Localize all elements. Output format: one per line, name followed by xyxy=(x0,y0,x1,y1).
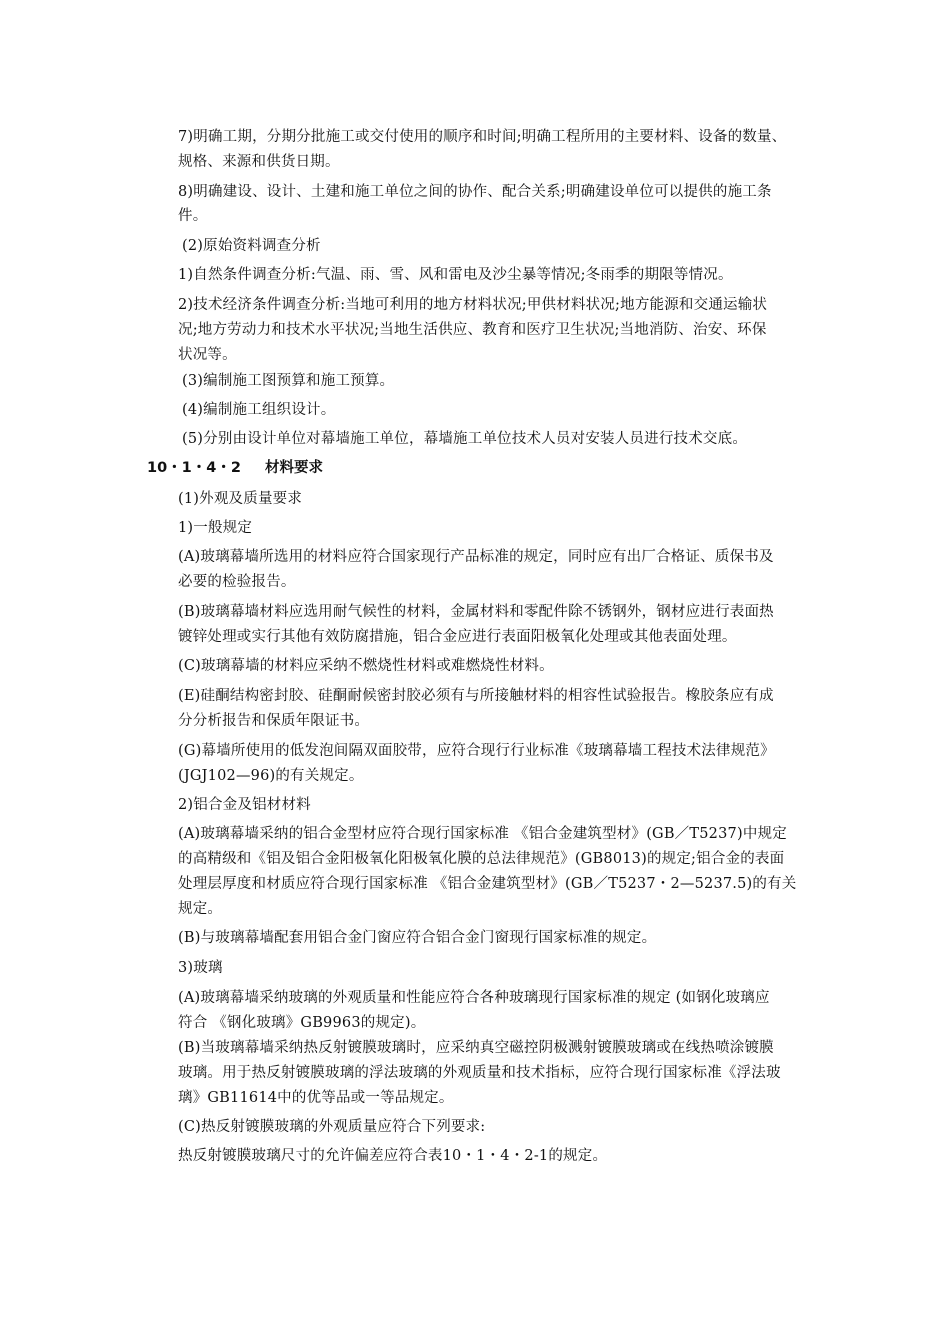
text-line: 2)技术经济条件调查分析:当地可利用的地方材料状况;甲供材料状况;地方能源和交通运输状 xyxy=(178,297,768,313)
text-line: 1)一般规定 xyxy=(178,520,253,536)
text-line: 璃》GB11614中的优等品或一等品规定。 xyxy=(178,1090,454,1106)
text-line: (B)与玻璃幕墙配套用铝合金门窗应符合铝合金门窗现行国家标准的规定。 xyxy=(178,930,657,946)
text-line: 8)明确建设、设计、土建和施工单位之间的协作、配合关系;明确建设单位可以提供的施工条 xyxy=(178,184,772,200)
section-heading xyxy=(147,458,323,478)
text-line: 规定。 xyxy=(178,901,223,917)
text-line: (C)热反射镀膜玻璃的外观质量应符合下列要求: xyxy=(178,1119,486,1135)
text-line: 必要的检验报告。 xyxy=(178,574,296,590)
text-line: (B)当玻璃幕墙采纳热反射镀膜玻璃时，应采纳真空磁控阴极溅射镀膜玻璃或在线热喷涂镀膜 xyxy=(178,1040,774,1056)
text-line: 1)自然条件调查分析:气温、雨、雪、风和雷电及沙尘暴等情况;冬雨季的期限等情况。 xyxy=(178,267,733,283)
text-line: (JGJ102—96)的有关规定。 xyxy=(178,768,364,784)
text-line: (5)分别由设计单位对幕墙施工单位，幕墙施工单位技术人员对安装人员进行技术交底。 xyxy=(182,431,748,447)
text-line: 2)铝合金及铝材材料 xyxy=(178,797,311,813)
text-line: (A)玻璃幕墙采纳的铝合金型材应符合现行国家标准 《铝合金建筑型材》(GB／T5237)中规定 xyxy=(178,826,787,842)
text-line: (2)原始资料调查分析 xyxy=(182,238,321,254)
text-line: 状况等。 xyxy=(178,347,237,363)
text-line: (1)外观及质量要求 xyxy=(178,491,303,507)
text-line: (4)编制施工组织设计。 xyxy=(182,402,336,418)
text-line: 玻璃。用于热反射镀膜玻璃的浮法玻璃的外观质量和技术指标，应符合现行国家标准《浮法玻 xyxy=(178,1065,781,1081)
text-line: 的高精级和《铝及铝合金阳极氧化阳极氧化膜的总法律规范》(GB8013)的规定;铝合金的表面 xyxy=(178,851,785,867)
text-line: (C)玻璃幕墙的材料应采纳不燃烧性材料或难燃烧性材料。 xyxy=(178,658,554,674)
text-line: 热反射镀膜玻璃尺寸的允许偏差应符合表10・1・4・2-1的规定。 xyxy=(178,1148,608,1164)
text-line: (A)玻璃幕墙采纳玻璃的外观质量和性能应符合各种玻璃现行国家标准的规定 (如钢化玻璃应 xyxy=(178,990,770,1006)
text-line: 处理层厚度和材质应符合现行国家标准 《铝合金建筑型材》(GB／T5237・2—5237.5)的有关 xyxy=(178,876,797,892)
text-line: 规格、来源和供货日期。 xyxy=(178,154,340,170)
text-line: (3)编制施工图预算和施工预算。 xyxy=(182,373,395,389)
section-title: 材料要求 xyxy=(265,460,323,476)
text-line: 符合 《钢化玻璃》GB9963的规定)。 xyxy=(178,1015,426,1031)
text-line: 分分析报告和保质年限证书。 xyxy=(178,713,370,729)
text-line: (B)玻璃幕墙材料应选用耐气候性的材料，金属材料和零配件除不锈钢外，钢材应进行表面热 xyxy=(178,604,774,620)
text-line: (E)硅酮结构密封胶、硅酮耐候密封胶必须有与所接触材料的相容性试验报告。橡胶条应有成 xyxy=(178,688,774,704)
text-line: 况;地方劳动力和技术水平状况;当地生活供应、教育和医疗卫生状况;当地消防、治安、环保 xyxy=(178,322,767,338)
text-line: 镀锌处理或实行其他有效防腐措施，铝合金应进行表面阳极氧化处理或其他表面处理。 xyxy=(178,629,737,645)
text-line: 7)明确工期，分期分批施工或交付使用的顺序和时间;明确工程所用的主要材料、设备的数量、 xyxy=(178,129,787,145)
text-line: (G)幕墙所使用的低发泡间隔双面胶带，应符合现行行业标准《玻璃幕墙工程技术法律规范》 xyxy=(178,743,775,759)
text-line: 3)玻璃 xyxy=(178,960,223,976)
section-number: 10・1・4・2 xyxy=(147,460,241,476)
text-line: 件。 xyxy=(178,208,208,224)
text-line: (A)玻璃幕墙所选用的材料应符合国家现行产品标准的规定，同时应有出厂合格证、质保书及 xyxy=(178,549,774,565)
